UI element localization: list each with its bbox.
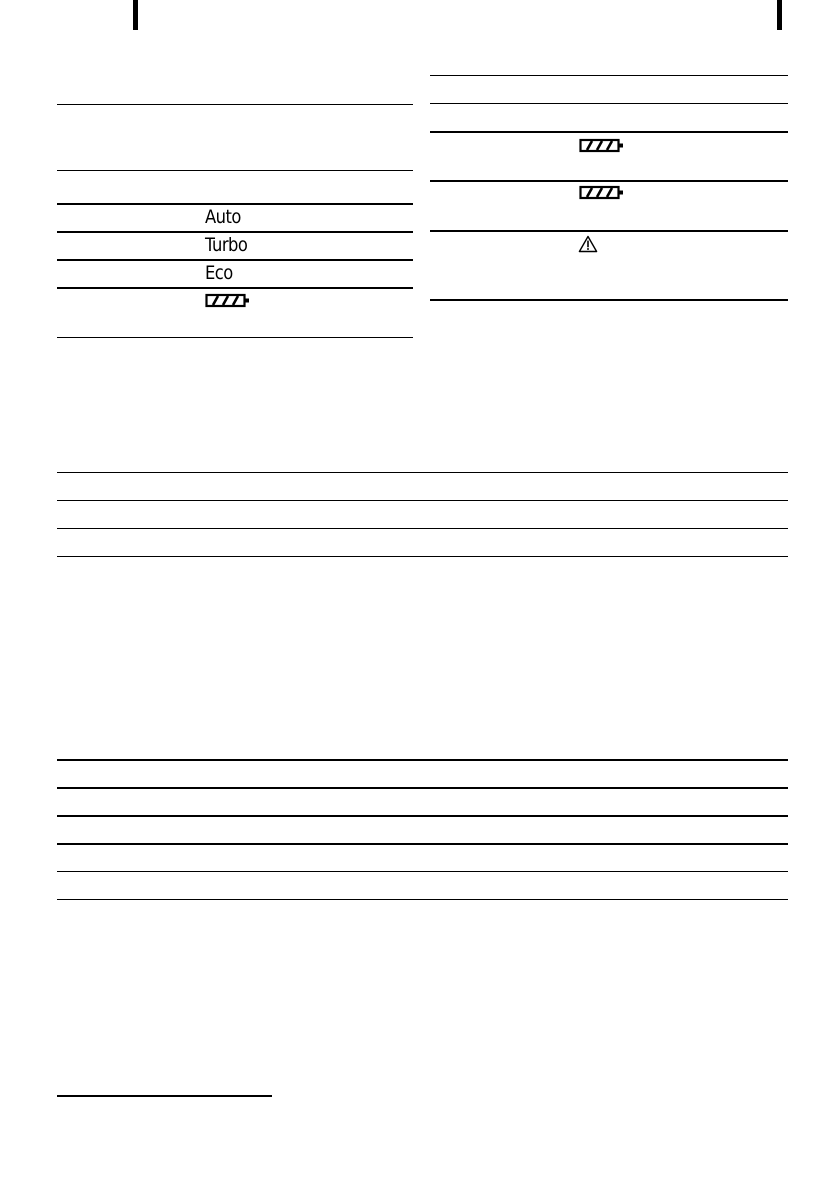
battery-full-icon (579, 185, 625, 201)
battery-full-icon (579, 138, 625, 154)
right-table-row-rule (430, 230, 788, 232)
battery-full-icon (205, 293, 251, 309)
bottom-table-row-rule (57, 787, 788, 789)
right-table-row-rule (430, 103, 788, 104)
page-corner-mark-right (777, 0, 782, 30)
middle-table-row-rule (57, 528, 788, 529)
middle-table-top-rule (57, 472, 788, 473)
middle-table-row-rule (57, 500, 788, 501)
left-table-top-rule (57, 104, 413, 105)
warning-triangle-icon (578, 235, 598, 253)
mode-turbo-label: Turbo (205, 234, 248, 256)
left-table-row-rule (57, 231, 413, 233)
mode-eco-label: Eco (205, 262, 233, 284)
left-table-row-rule (57, 203, 413, 205)
left-table-row-rule (57, 259, 413, 261)
middle-table-bottom-rule (57, 556, 788, 557)
right-table-top-rule (430, 75, 788, 76)
bottom-table-row-rule (57, 843, 788, 845)
mode-auto-label: Auto (205, 206, 241, 228)
right-table-row-rule (430, 131, 788, 133)
footnote-separator (57, 1095, 272, 1097)
bottom-table-top-rule (57, 759, 788, 761)
page-corner-mark-left (133, 0, 138, 30)
bottom-table-row-rule (57, 871, 788, 872)
bottom-table-bottom-rule (57, 899, 788, 900)
right-table-row-rule (430, 180, 788, 182)
left-table-row-rule (57, 287, 413, 289)
bottom-table-row-rule (57, 815, 788, 817)
right-table-bottom-rule (430, 299, 788, 301)
left-table-row-rule (57, 170, 413, 171)
left-table-bottom-rule (57, 337, 413, 338)
